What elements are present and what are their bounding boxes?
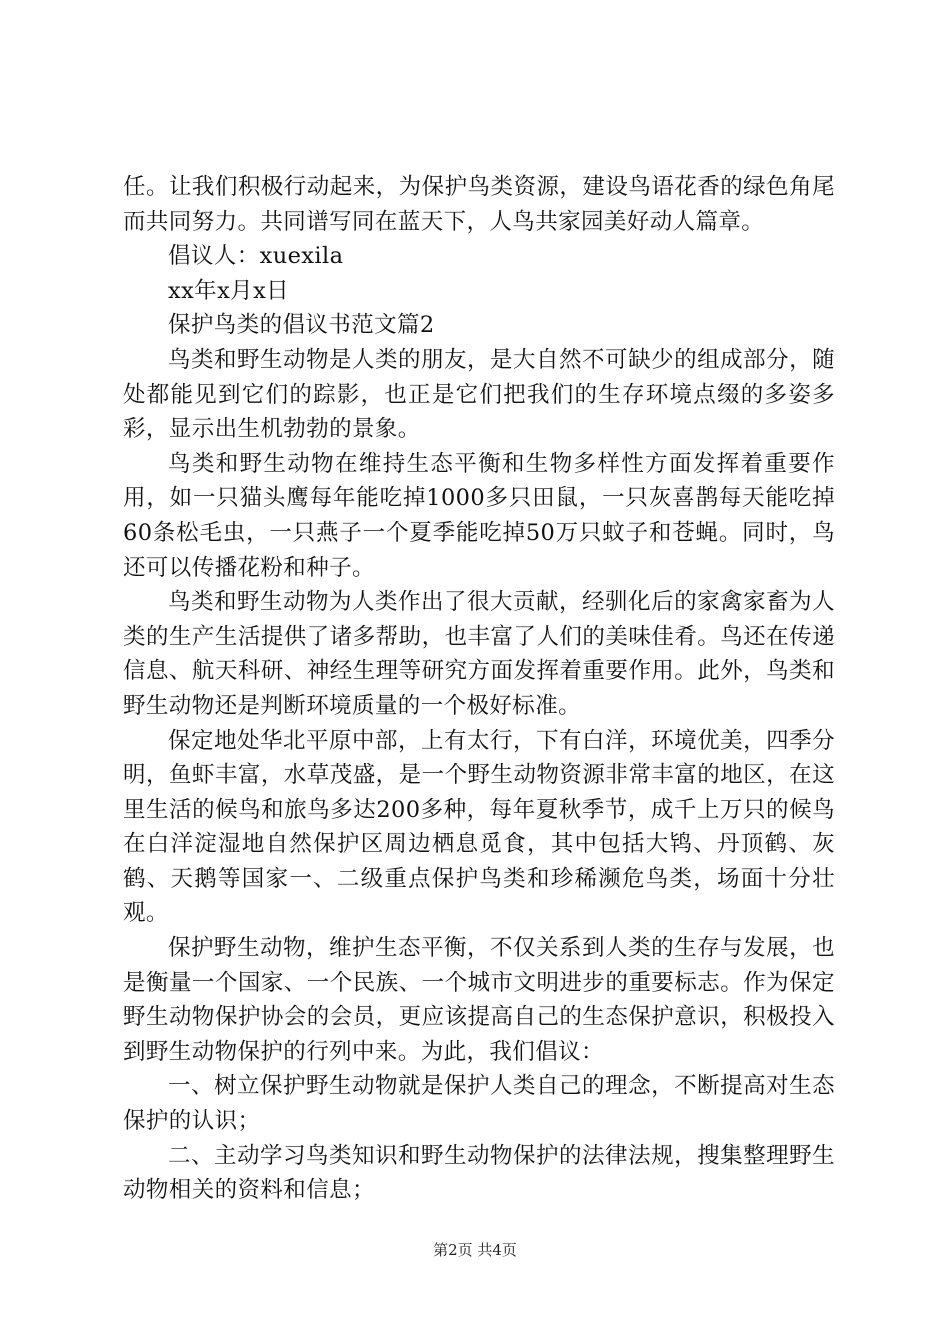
- paragraph-ecology: 鸟类和野生动物在维持生态平衡和生物多样性方面发挥着重要作用，如一只猫头鹰每年能吃掉1000多只田鼠，一只灰喜鹊每天能吃掉60条松毛虫，一只燕子一个夏季能吃掉50万只蚊子和苍蝇。同时，鸟还可以传播花粉和种子。: [123, 450, 835, 581]
- section-title: 保护鸟类的倡议书范文篇2: [168, 312, 435, 339]
- paragraph-continuation: 任。让我们积极行动起来，为保护鸟类资源，建设鸟语花香的绿色角尾而共同努力。共同谱写同在蓝天下，人鸟共家园美好动人篇章。: [123, 174, 835, 235]
- paragraph-baoding: 保定地处华北平原中部，上有太行，下有白洋，环境优美，四季分明，鱼虾丰富，水草茂盛，是一个野生动物资源非常丰富的地区，在这里生活的候鸟和旅鸟多达200多种，每年夏秋季节，成千上万只的候鸟在白洋淀湿地自然保护区周边栖息觅食，其中包括大鸨、丹顶鹤、灰鹤、天鹅等国家一、二级重点保护鸟类和珍稀濒危鸟类，场面十分壮观。: [123, 727, 835, 927]
- date-line: xx年x月x日: [168, 277, 290, 304]
- document-body: [123, 170, 835, 1208]
- paragraph-intro: 鸟类和野生动物是人类的朋友，是大自然不可缺少的组成部分，随处都能见到它们的踪影，也正是它们把我们的生存环境点缀的多姿多彩，显示出生机勃勃的景象。: [123, 346, 835, 443]
- proposal-item-2: 二、主动学习鸟类知识和野生动物保护的法律法规，搜集整理野生动物相关的资料和信息；: [123, 1142, 835, 1204]
- paragraph-protection: 保护野生动物，维护生态平衡，不仅关系到人类的生存与发展，也是衡量一个国家、一个民族、一个城市文明进步的重要标志。作为保定野生动物保护协会的会员，更应该提高自己的生态保护意识，积极投入到野生动物保护的行列中来。为此，我们倡议：: [123, 935, 835, 1065]
- paragraph-contribution: 鸟类和野生动物为人类作出了很大贡献，经驯化后的家禽家畜为人类的生产生活提供了诸多帮助，也丰富了人们的美味佳肴。鸟还在传递信息、航天科研、神经生理等研究方面发挥着重要作用。此外，鸟类和野生动物还是判断环境质量的一个极好标准。: [123, 589, 835, 719]
- proposal-item-1: 一、树立保护野生动物就是保护人类自己的理念，不断提高对生态保护的认识；: [123, 1073, 835, 1135]
- page-footer: 第2页 共4页: [433, 1241, 517, 1259]
- proposer-line: 倡议人：xuexila: [168, 243, 344, 270]
